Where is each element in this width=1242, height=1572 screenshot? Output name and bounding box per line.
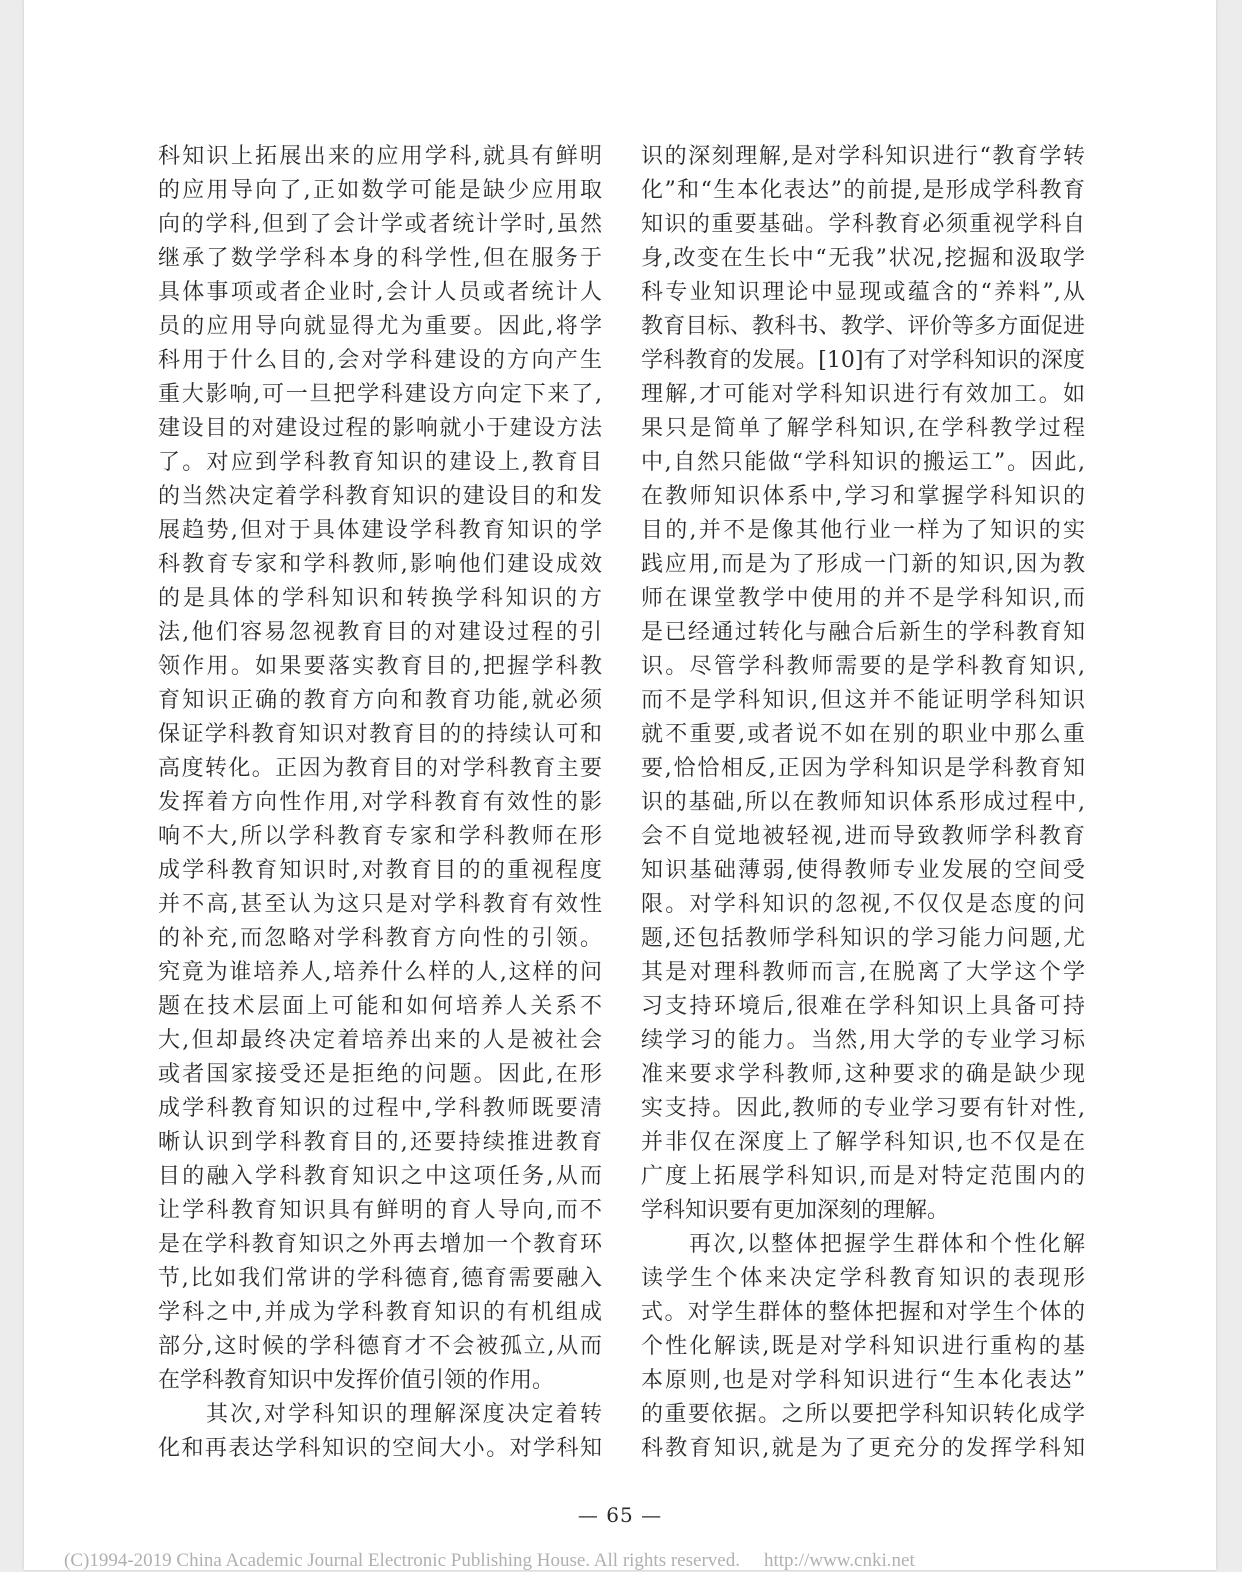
text-line: 广度上拓展学科知识,而是对特定范围内的: [641, 1164, 1085, 1189]
text-line: 会不自觉地被轻视,进而导致教师学科教育: [641, 824, 1085, 849]
text-line: 目的,并不是像其他行业一样为了知识的实: [641, 518, 1085, 543]
text-line: 识的深刻理解,是对学科知识进行“教育学转: [641, 144, 1085, 169]
text-line: 或者国家接受还是拒绝的问题。因此,在形: [158, 1062, 602, 1087]
copyright-text: (C)1994-2019 China Academic Journal Electronic Publishing House. All rights reserved.: [64, 1550, 740, 1571]
text-line: 具体事项或者企业时,会计人员或者统计人: [158, 280, 602, 305]
paragraph-first-line: 再次,以整体把握学生群体和个性化解: [689, 1232, 1085, 1257]
text-line: 要,恰恰相反,正因为学科知识是学科教育知: [641, 756, 1085, 781]
left-text-column: [158, 140, 602, 1466]
text-line: 成学科教育知识的过程中,学科教师既要清: [158, 1096, 602, 1121]
text-line: 的补充,而忽略对学科教育方向性的引领。: [158, 926, 602, 951]
text-line: 化和再表达学科知识的空间大小。对学科知: [158, 1436, 602, 1461]
text-line: 科用于什么目的,会对学科建设的方向产生: [158, 348, 602, 373]
text-line: 大,但却最终决定着培养出来的人是被社会: [158, 1028, 602, 1053]
text-line: 化”和“生本化表达”的前提,是形成学科教育: [641, 178, 1085, 203]
text-line: 在教师知识体系中,学习和掌握学科知识的: [641, 484, 1085, 509]
text-line: 员的应用导向就显得尤为重要。因此,将学: [158, 314, 602, 339]
text-line: 学科之中,并成为学科教育知识的有机组成: [158, 1300, 602, 1325]
text-line: 科教育知识,就是为了更充分的发挥学科知: [641, 1436, 1085, 1461]
text-line: 是在学科教育知识之外再去增加一个教育环: [158, 1232, 602, 1257]
text-line: 重大影响,可一旦把学科建设方向定下来了,: [158, 382, 602, 407]
text-line: 部分,这时候的学科德育才不会被孤立,从而: [158, 1334, 602, 1359]
text-line: 高度转化。正因为教育目的对学科教育主要: [158, 756, 602, 781]
text-line: 节,比如我们常讲的学科德育,德育需要融入: [158, 1266, 602, 1291]
text-line: 并非仅在深度上了解学科知识,也不仅是在: [641, 1130, 1085, 1155]
text-line: 其是对理科教师而言,在脱离了大学这个学: [641, 960, 1085, 985]
text-line: 知识的重要基础。学科教育必须重视学科自: [641, 212, 1085, 237]
text-line: 教育目标、教科书、教学、评价等多方面促进: [641, 314, 1085, 339]
text-line: 知识基础薄弱,使得教师专业发展的空间受: [641, 858, 1085, 883]
text-line: 习支持环境后,很难在学科知识上具备可持: [641, 994, 1085, 1019]
text-line: 个性化解读,既是对学科知识进行重构的基: [641, 1334, 1085, 1359]
text-line: 晰认识到学科教育目的,还要持续推进教育: [158, 1130, 602, 1155]
text-line: 续学习的能力。当然,用大学的专业学习标: [641, 1028, 1085, 1053]
text-line: 保证学科教育知识对教育目的的持续认可和: [158, 722, 602, 747]
text-line: 学科知识要有更加深刻的理解。: [641, 1198, 950, 1223]
text-line: 的重要依据。之所以要把学科知识转化成学: [641, 1402, 1085, 1427]
text-line: 领作用。如果要落实教育目的,把握学科教: [158, 654, 602, 679]
text-line: 究竟为谁培养人,培养什么样的人,这样的问: [158, 960, 602, 985]
text-line: 了。对应到学科教育知识的建设上,教育目: [158, 450, 602, 475]
text-line: 科专业知识理论中显现或蕴含的“养料”,从: [641, 280, 1085, 305]
text-line: 而不是学科知识,但这并不能证明学科知识: [641, 688, 1085, 713]
text-line: 发挥着方向性作用,对学科教育有效性的影: [158, 790, 602, 815]
text-line: 育知识正确的教育方向和教育功能,就必须: [158, 688, 602, 713]
right-text-column: [641, 140, 1085, 1466]
paragraph-first-line: 其次,对学科知识的理解深度决定着转: [206, 1402, 602, 1427]
text-line: 就不重要,或者说不如在别的职业中那么重: [641, 722, 1085, 747]
text-line: 科教育专家和学科教师,影响他们建设成效: [158, 552, 602, 577]
text-line: 法,他们容易忽视教育目的对建设过程的引: [158, 620, 602, 645]
text-line: 理解,才可能对学科知识进行有效加工。如: [641, 382, 1085, 407]
text-line: 学科教育的发展。[10]有了对学科知识的深度: [641, 348, 1085, 373]
text-line: 识。尽管学科教师需要的是学科教育知识,: [641, 654, 1085, 679]
page-number: — 65 —: [577, 1503, 663, 1527]
text-line: 的当然决定着学科教育知识的建设目的和发: [158, 484, 602, 509]
text-line: 让学科教育知识具有鲜明的育人导向,而不: [158, 1198, 602, 1223]
text-line: 师在课堂教学中使用的并不是学科知识,而: [641, 586, 1085, 611]
text-line: 识的基础,所以在教师知识体系形成过程中,: [641, 790, 1085, 815]
text-line: 中,自然只能做“学科知识的搬运工”。因此,: [641, 450, 1085, 475]
text-line: 继承了数学学科本身的科学性,但在服务于: [158, 246, 602, 271]
text-line: 成学科教育知识时,对教育目的的重视程度: [158, 858, 602, 883]
text-line: 式。对学生群体的整体把握和对学生个体的: [641, 1300, 1085, 1325]
text-line: 响不大,所以学科教育专家和学科教师在形: [158, 824, 602, 849]
text-line: 在学科教育知识中发挥价值引领的作用。: [158, 1368, 555, 1393]
text-line: 是已经通过转化与融合后新生的学科教育知: [641, 620, 1085, 645]
text-line: 准来要求学科教师,这种要求的确是缺少现: [641, 1062, 1085, 1087]
text-line: 展趋势,但对于具体建设学科教育知识的学: [158, 518, 602, 543]
text-line: 题在技术层面上可能和如何培养人关系不: [158, 994, 602, 1019]
text-line: 科知识上拓展出来的应用学科,就具有鲜明: [158, 144, 602, 169]
text-line: 向的学科,但到了会计学或者统计学时,虽然: [158, 212, 602, 237]
text-line: 题,还包括教师学科知识的学习能力问题,尤: [641, 926, 1085, 951]
text-line: 实支持。因此,教师的专业学习要有针对性,: [641, 1096, 1085, 1121]
copyright-footer: [64, 1550, 915, 1572]
footer-url-link[interactable]: http://www.cnki.net: [763, 1550, 915, 1571]
text-line: 建设目的对建设过程的影响就小于建设方法: [158, 416, 602, 441]
text-line: 的应用导向了,正如数学可能是缺少应用取: [158, 178, 602, 203]
text-line: 读学生个体来决定学科教育知识的表现形: [641, 1266, 1085, 1291]
text-line: 践应用,而是为了形成一门新的知识,因为教: [641, 552, 1085, 577]
text-line: 限。对学科知识的忽视,不仅仅是态度的问: [641, 892, 1085, 917]
text-line: 本原则,也是对学科知识进行“生本化表达”: [641, 1368, 1085, 1393]
text-line: 并不高,甚至认为这只是对学科教育有效性: [158, 892, 602, 917]
text-line: 目的融入学科教育知识之中这项任务,从而: [158, 1164, 602, 1189]
text-line: 身,改变在生长中“无我”状况,挖掘和汲取学: [641, 246, 1085, 271]
journal-page: [24, 0, 1216, 1570]
text-line: 果只是简单了解学科知识,在学科教学过程: [641, 416, 1085, 441]
text-line: 的是具体的学科知识和转换学科知识的方: [158, 586, 602, 611]
